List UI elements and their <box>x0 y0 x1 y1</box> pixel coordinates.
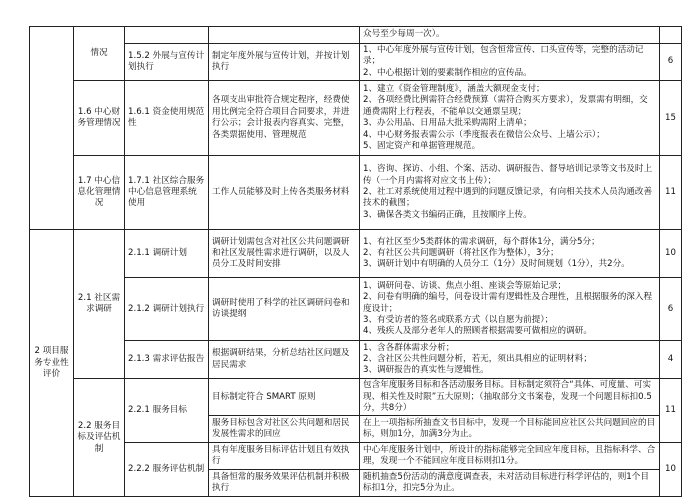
criteria-line: 1、建立《资金管理制度》，涵盖大额现金支付； <box>363 84 545 94</box>
criteria-line: 3、调研计划中有明确的人员分工（1分）及时间规划（1分），共2分。 <box>363 259 630 270</box>
indicator-cell: 1.6.1 资金使用规范性 <box>125 81 209 156</box>
table-row <box>30 81 682 156</box>
standard-cell: 目标制定符合 SMART 原则 <box>209 379 360 416</box>
criteria-line: 2、含社区公共性问题分析，若无，须出具相应的证明材料； <box>363 354 592 365</box>
indicator-cell: 2.1.3 需求评估报告 <box>125 341 209 379</box>
criteria-line: 2、有社区公共问题调研（将社区作为整体），3分； <box>363 248 559 259</box>
subcategory-cell: 2.1 社区需求调研 <box>74 230 125 379</box>
standard-cell: 制定年度外展与宣传计划，并按计划执行 <box>209 44 360 81</box>
criteria-line: 1、咨询、探访、小组、个案、活动、调研报告、督导培训记录等文书及时上传（一个月内需将对应文书上传）； <box>363 164 653 186</box>
criteria-cell <box>360 44 660 81</box>
criteria-line: 3、调研报告的真实性与逻辑性。 <box>363 365 489 376</box>
table-row <box>30 379 682 416</box>
score-cell: 11 <box>660 379 682 443</box>
criteria-line: 3、有受访者的签名或联系方式（以自愿为前提）； <box>363 314 554 325</box>
indicator-cell: 2.2.2 服务评估机制 <box>125 443 209 497</box>
table-row <box>30 27 682 44</box>
score-cell: 10 <box>660 443 682 497</box>
criteria-text: 在上一项指标所抽查文书目标中，发现一个目标能回应社区公共问题回应的目标，则加1分，加满3分为止。 <box>363 418 656 440</box>
standard-cell: 调研计划需包含对社区公共问题调研和社区发展性需求进行调研，以及人员分工及时间安排 <box>209 230 360 278</box>
criteria-line: 3、办公用品、日用品大批采购需附上清单； <box>363 118 532 129</box>
standard-cell <box>209 27 360 44</box>
subcategory-cell: 1.7 中心信息化管理情况 <box>74 156 125 230</box>
table-row <box>30 443 682 470</box>
criteria-line: 2、各项经费比例需符合经费预算（需符合购买方要求），发票需有明细，交通费需附上行程表，不能单以交通票呈现； <box>363 95 648 117</box>
criteria-line: 1、含各群体需求分析； <box>363 342 455 353</box>
score-cell: 4 <box>660 341 682 379</box>
category-cell <box>30 27 74 230</box>
criteria-cell <box>360 379 660 416</box>
criteria-cell <box>360 341 660 379</box>
indicator-cell <box>125 27 209 44</box>
criteria-cell <box>360 278 660 341</box>
criteria-line: 4、中心财务报表需公示（季度报表在微信公众号、上墙公示）； <box>363 129 605 140</box>
criteria-cell <box>360 81 660 156</box>
score-cell: 11 <box>660 156 682 230</box>
criteria-line: 2、中心根据计划的要素制作相应的宣传品。 <box>363 67 532 78</box>
standard-cell: 工作人员能够及时上传各类服务材料 <box>209 156 360 230</box>
subcategory-cell: 1.6 中心财务管理情况 <box>74 81 125 156</box>
criteria-cell: 众号至少每周一次）。 <box>360 27 660 44</box>
criteria-line: 2、社工对系统使用过程中遇到的问题反馈记录，有向相关技术人员沟通改善技术的截图； <box>363 187 653 209</box>
criteria-text: 包含年度服务目标和各活动服务目标。目标制定须符合“具体、可度量、可实现、相关性及时限”五大原则；（抽取部分文书案卷，发现一个问题目标扣0.5分，共8分） <box>363 380 652 414</box>
criteria-cell <box>360 416 660 443</box>
indicator-cell: 2.1.2 调研计划执行 <box>125 278 209 341</box>
evaluation-table <box>29 26 682 497</box>
standard-cell: 各项支出审批符合规定程序，经费使用比例完全符合项目合同要求，并进行公示；会计报表内容真实、完整，各类票据使用、管理规范 <box>209 81 360 156</box>
standard-cell: 具有年度服务目标评估计划且有效执行 <box>209 443 360 470</box>
standard-cell: 调研时使用了科学的社区调研问卷和访谈提纲 <box>209 278 360 341</box>
table-row <box>30 230 682 278</box>
criteria-line: 1、有社区至少5类群体的需求调研，每个群体1分，满分5分； <box>363 236 600 247</box>
criteria-line: 2、问卷有明确的编号，问卷设计需有逻辑性及合理性，且根据服务的深入程度设计； <box>363 292 653 314</box>
table-row <box>30 44 682 81</box>
subcategory-cell: 2.2 服务目标及评估机制 <box>74 379 125 497</box>
score-cell: 6 <box>660 44 682 81</box>
criteria-cell <box>360 156 660 230</box>
indicator-cell: 2.1.1 调研计划 <box>125 230 209 278</box>
criteria-cell <box>360 443 660 470</box>
score-cell: 10 <box>660 230 682 278</box>
criteria-text: 随机抽查5份活动的满意度调查表，未对活动目标进行科学评估的，则1个目标扣1分，扣完5分为止。 <box>363 472 649 494</box>
standard-cell: 服务目标包含对社区公共问题和居民发展性需求的回应 <box>209 416 360 443</box>
indicator-cell: 2.2.1 服务目标 <box>125 379 209 443</box>
category-cell: 2 项目服务专业性评价 <box>30 230 74 497</box>
indicator-cell: 1.7.1 社区综合服务中心信息管理系统使用 <box>125 156 209 230</box>
criteria-text: 中心年度服务计划中，所设计的指标能够完全回应年度目标，且指标科学、合理，发现一个不能回应年度目标则扣1分。 <box>363 445 656 467</box>
criteria-line: 1、中心年度外展与宣传计划，包含恒常宣传、口头宣传等，完整的活动记录； <box>363 45 644 67</box>
standard-cell: 根据调研结果，分析总结社区问题及居民需求 <box>209 341 360 379</box>
table-row <box>30 341 682 379</box>
criteria-cell <box>360 470 660 497</box>
standard-cell: 具备恒常的服务效果评估机制并积极执行 <box>209 470 360 497</box>
subcategory-cell: 情况 <box>74 27 125 81</box>
criteria-line: 1、调研问卷、访谈、焦点小组、座谈会等原始记录； <box>363 280 567 291</box>
criteria-line: 4、残疾人及部分老年人的照顾者根据需要可做相应的调研。 <box>363 326 592 337</box>
indicator-cell: 1.5.2 外展与宣传计划执行 <box>125 44 209 81</box>
criteria-line: 5、固定资产和单据管理规范。 <box>363 141 481 152</box>
criteria-cell <box>360 230 660 278</box>
table-row <box>30 278 682 341</box>
score-cell <box>660 27 682 44</box>
score-cell: 15 <box>660 81 682 156</box>
criteria-line: 3、确保各类文书编码正确，且按顺序上传。 <box>363 209 532 220</box>
table-row <box>30 156 682 230</box>
score-cell: 6 <box>660 278 682 341</box>
